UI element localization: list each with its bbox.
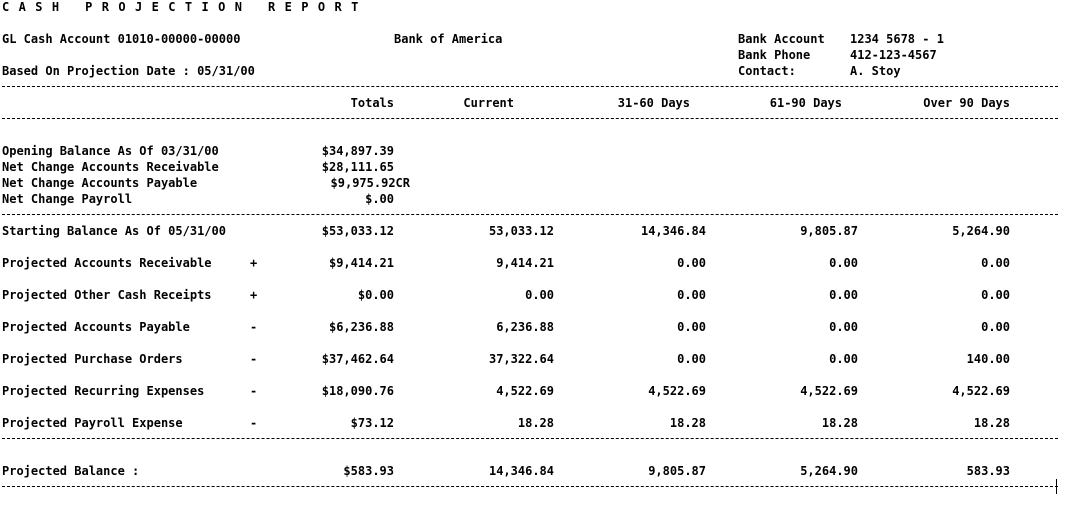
starting-balance-over-90: 5,264.90 xyxy=(952,224,1010,238)
projected-balance-31-60: 9,805.87 xyxy=(648,464,706,478)
bank-phone-value: 412-123-4567 xyxy=(850,48,937,62)
projected-balance-current: 14,346.84 xyxy=(488,464,554,478)
projection-row-label: Projected Purchase Orders xyxy=(2,352,183,366)
starting-balance-31-60: 14,346.84 xyxy=(640,224,706,238)
contact-value: A. Stoy xyxy=(850,64,901,78)
projection-row-current: 4,522.69 xyxy=(496,384,554,398)
projection-row-total: $0.00 xyxy=(357,288,394,302)
projection-row-over-90: 0.00 xyxy=(981,320,1010,334)
projection-row-over-90: 140.00 xyxy=(966,352,1010,366)
projection-row-sign: + xyxy=(250,256,258,270)
projection-row-sign: - xyxy=(250,352,258,366)
projection-row-label: Projected Recurring Expenses xyxy=(2,384,205,398)
projection-row-sign: - xyxy=(250,384,258,398)
report-title: CASH PROJECTION REPORT xyxy=(2,0,368,14)
opening-row-label: Net Change Payroll xyxy=(2,192,133,206)
projection-row-total: $37,462.64 xyxy=(321,352,394,366)
projection-row-31-60: 0.00 xyxy=(677,352,706,366)
column-header-61-90: 61-90 Days xyxy=(769,96,842,110)
text-cursor xyxy=(1056,479,1057,494)
opening-row-total: $28,111.65 xyxy=(321,160,394,174)
projection-row-31-60: 18.28 xyxy=(669,416,706,430)
opening-row-total: $34,897.39 xyxy=(321,144,394,158)
projection-row-current: 6,236.88 xyxy=(496,320,554,334)
projection-row-over-90: 18.28 xyxy=(973,416,1010,430)
projection-date: Based On Projection Date : 05/31/00 xyxy=(2,64,255,78)
starting-balance-label: Starting Balance As Of 05/31/00 xyxy=(2,224,226,238)
projection-row-over-90: 4,522.69 xyxy=(952,384,1010,398)
projected-balance-over-90: 583.93 xyxy=(966,464,1010,478)
starting-balance-total: $53,033.12 xyxy=(321,224,394,238)
separator xyxy=(2,438,1058,439)
projection-row-label: Projected Accounts Payable xyxy=(2,320,190,334)
projection-row-total: $18,090.76 xyxy=(321,384,394,398)
bank-phone-label: Bank Phone xyxy=(738,48,811,62)
projection-row-over-90: 0.00 xyxy=(981,288,1010,302)
column-header-31-60: 31-60 Days xyxy=(617,96,690,110)
projection-row-61-90: 0.00 xyxy=(829,352,858,366)
column-header-totals: Totals xyxy=(350,96,394,110)
separator xyxy=(2,486,1058,487)
projection-row-sign: - xyxy=(250,320,258,334)
starting-balance-current: 53,033.12 xyxy=(488,224,554,238)
bank-account-value: 1234 5678 - 1 xyxy=(850,32,944,46)
projection-row-sign: + xyxy=(250,288,258,302)
projection-row-current: 18.28 xyxy=(517,416,554,430)
projection-row-over-90: 0.00 xyxy=(981,256,1010,270)
projection-row-total: $73.12 xyxy=(350,416,394,430)
bank-account-label: Bank Account xyxy=(738,32,825,46)
projection-row-61-90: 0.00 xyxy=(829,320,858,334)
projection-row-current: 37,322.64 xyxy=(488,352,554,366)
projected-balance-61-90: 5,264.90 xyxy=(800,464,858,478)
projection-row-61-90: 18.28 xyxy=(821,416,858,430)
opening-row-total: $.00 xyxy=(365,192,394,206)
opening-row-total: $9,975.92CR xyxy=(330,176,410,190)
projection-row-31-60: 4,522.69 xyxy=(648,384,706,398)
projection-row-61-90: 0.00 xyxy=(829,256,858,270)
projection-row-61-90: 0.00 xyxy=(829,288,858,302)
projected-balance-total: $583.93 xyxy=(343,464,394,478)
projection-row-61-90: 4,522.69 xyxy=(800,384,858,398)
projection-row-label: Projected Accounts Receivable xyxy=(2,256,212,270)
projection-row-current: 9,414.21 xyxy=(496,256,554,270)
contact-label: Contact: xyxy=(738,64,796,78)
opening-row-label: Net Change Accounts Receivable xyxy=(2,160,219,174)
bank-name: Bank of America xyxy=(394,32,503,46)
projection-row-label: Projected Payroll Expense xyxy=(2,416,183,430)
projected-balance-label: Projected Balance : xyxy=(2,464,140,478)
column-header-current: Current xyxy=(463,96,514,110)
opening-row-label: Net Change Accounts Payable xyxy=(2,176,198,190)
gl-cash-account: GL Cash Account 01010-00000-00000 xyxy=(2,32,241,46)
projection-row-sign: - xyxy=(250,416,258,430)
projection-row-31-60: 0.00 xyxy=(677,288,706,302)
column-header-over-90: Over 90 Days xyxy=(923,96,1010,110)
separator xyxy=(2,86,1058,87)
separator xyxy=(2,214,1058,215)
projection-row-total: $9,414.21 xyxy=(328,256,394,270)
projection-row-31-60: 0.00 xyxy=(677,320,706,334)
starting-balance-61-90: 9,805.87 xyxy=(800,224,858,238)
opening-row-label: Opening Balance As Of 03/31/00 xyxy=(2,144,219,158)
projection-row-total: $6,236.88 xyxy=(328,320,394,334)
projection-row-label: Projected Other Cash Receipts xyxy=(2,288,212,302)
separator xyxy=(2,118,1058,119)
projection-row-current: 0.00 xyxy=(525,288,554,302)
projection-row-31-60: 0.00 xyxy=(677,256,706,270)
